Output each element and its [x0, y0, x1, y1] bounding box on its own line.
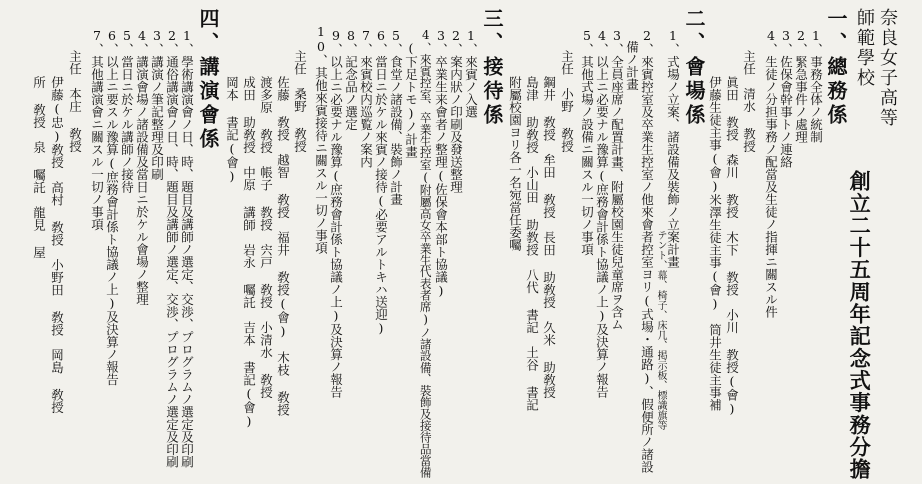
general-item-3: 3、佐保會幹事トノ連絡	[778, 28, 794, 168]
reception-item-2: 2、案内狀ノ印刷及發送整理	[448, 28, 464, 193]
lecture-item-3: 3、講演ノ筆記整理及印刷	[149, 28, 165, 181]
lecture-item-5: 5、當日ニ於ケル講師ノ接待	[119, 28, 135, 193]
reception-item-1: 1、來賓ノ入選	[463, 28, 479, 118]
venue-item-2: 2、來賓控室及卒業生控室ノ他來會者控室ヨリ(式場・通路)、假便所ノ諸設	[639, 28, 655, 473]
reception-item-6: 6、當日ニ於ケル來賓ノ接待(必要アルトキハ送迎)	[373, 28, 389, 336]
reception-item-10: 10、其他來賓接待ニ關スル一切ノ事項	[313, 24, 329, 254]
venue-item-2-cont: 備ノ計畫	[624, 28, 640, 91]
reception-item-8: 8、記念品ノ選定	[343, 28, 359, 131]
venue-note: テント、幕、椅子、床几、掲示板、標識旗等	[655, 230, 666, 430]
general-staff-line-2: 眞田 教授 森川 教授 木下 教授 小川 教授(會)	[724, 76, 740, 416]
venue-staff-line-2: 鋼井 敎授 牟田 敎授 長田 助敎授 久米 助敎授	[541, 76, 557, 399]
lecture-item-2: 2、通俗講演會ノ日、時、題目及講師ノ選定、交渉、プログラムノ選定及印刷	[164, 28, 180, 468]
lecture-item-1: 1、學術講演會ノ日、時、題目及講師ノ選定、交渉、プログラムノ選定及印刷	[179, 28, 195, 468]
reception-item-7: 7、來賓校内巡覧ノ案内	[358, 28, 374, 168]
reception-item-4: 4、來賓控室、卒業生控室(附屬高女卒業生代表者席)ノ諸設備、裝飾及接待品當備	[418, 28, 433, 479]
section-heading-reception: 三、接待係	[480, 8, 504, 128]
general-item-2: 2、緊急事件ノ處理	[793, 28, 809, 143]
school-name-line-2: 師範學校	[854, 8, 875, 88]
section-heading-venue: 二、會場係	[682, 8, 706, 128]
reception-staff-line-3: 渡多原 敎授 帳子 教授 宍戸 敎授 小清水 敎授	[258, 76, 274, 399]
venue-staff-line-4: 附屬校園ヨリ各一名宛當任委囑	[507, 76, 523, 251]
school-name-line-1: 奈良女子高等	[877, 8, 898, 128]
lecture-item-6: 6、以上ニ要スル豫算(庶務會計係ト協議ノ上)及決算ノ報告	[104, 28, 120, 386]
lecture-staff-line-3: 所 敎授 泉 囑託 龍見 屋	[31, 76, 47, 259]
reception-staff-line-4: 成田 助敎授 中原 講師 岩永 囑託 吉本 書記(會)	[241, 76, 257, 429]
venue-staff-line-3: 島津 助敎授 小山田 助教授 八代 書記 土谷 書記	[524, 76, 540, 411]
general-staff-line-3: 伊藤生徒主事(會)米澤生徒主事(會) 筒井生徒主事補	[707, 76, 723, 411]
venue-item-4: 4、以上ニ必要ナル豫算(庶務會計係ト協議ノ上)及決算ノ報告	[594, 28, 610, 398]
venue-item-5: 5、其他式場ノ設備ニ關スル一切ノ事項	[579, 28, 595, 256]
document-title: 創立二十五周年記念式事務分擔	[847, 170, 873, 481]
lecture-staff-chief: 主任 本庄 敎授	[67, 50, 83, 153]
reception-staff-line-2: 佐藤 敎授 越智 敎授 福井 敎授(會) 木枝 敎授	[275, 76, 291, 416]
venue-item-1: 1、式場ノ立案、諸設備及裝飾ノ立案計畫	[665, 28, 681, 268]
reception-item-3: 3、卒業生来會者ノ整理(佐保會本部ト協議)	[433, 28, 449, 298]
section-heading-general-affairs: 一、總務係	[824, 8, 848, 128]
reception-item-5: 5、食堂ノ諸設備、裝飾ノ計畫	[388, 28, 404, 206]
lecture-staff-line-2: 伊藤(忠)敎授 高村 敎授 小野田 敎授 岡島 敎授	[49, 76, 65, 414]
venue-staff-chief: 主任 小野 敎授	[559, 50, 575, 153]
general-item-4: 4、生徒ノ分担事務ノ配當及生徒ノ指揮ニ關スル件	[763, 28, 779, 318]
section-heading-lectures: 四、講演會係	[196, 8, 220, 152]
reception-staff-chief: 主任 桑野 敎授	[292, 50, 308, 153]
lecture-item-4: 4、講演會場ノ諸設備及當日ニ於ケル會場ノ整理	[134, 28, 150, 306]
reception-staff-line-5: 岡本 書記(會)	[224, 76, 240, 184]
general-staff-chief: 主任 清水 教授	[741, 50, 757, 153]
reception-item-4-cont: (下足トモ)ノ計畫	[403, 28, 419, 158]
general-item-1: 1、事務全体ノ統制	[808, 28, 824, 143]
venue-item-3: 3、全員座席ノ配置計畫、附屬校園生徒兒童席ヲ含ム	[609, 28, 625, 331]
lecture-item-7: 7、其他講演會ニ關スル一切ノ事項	[89, 28, 105, 231]
reception-item-9: 9、以上ニ必要ナル豫算(庶務會計係ト協議ノ上)及決算ノ報告	[328, 28, 344, 398]
